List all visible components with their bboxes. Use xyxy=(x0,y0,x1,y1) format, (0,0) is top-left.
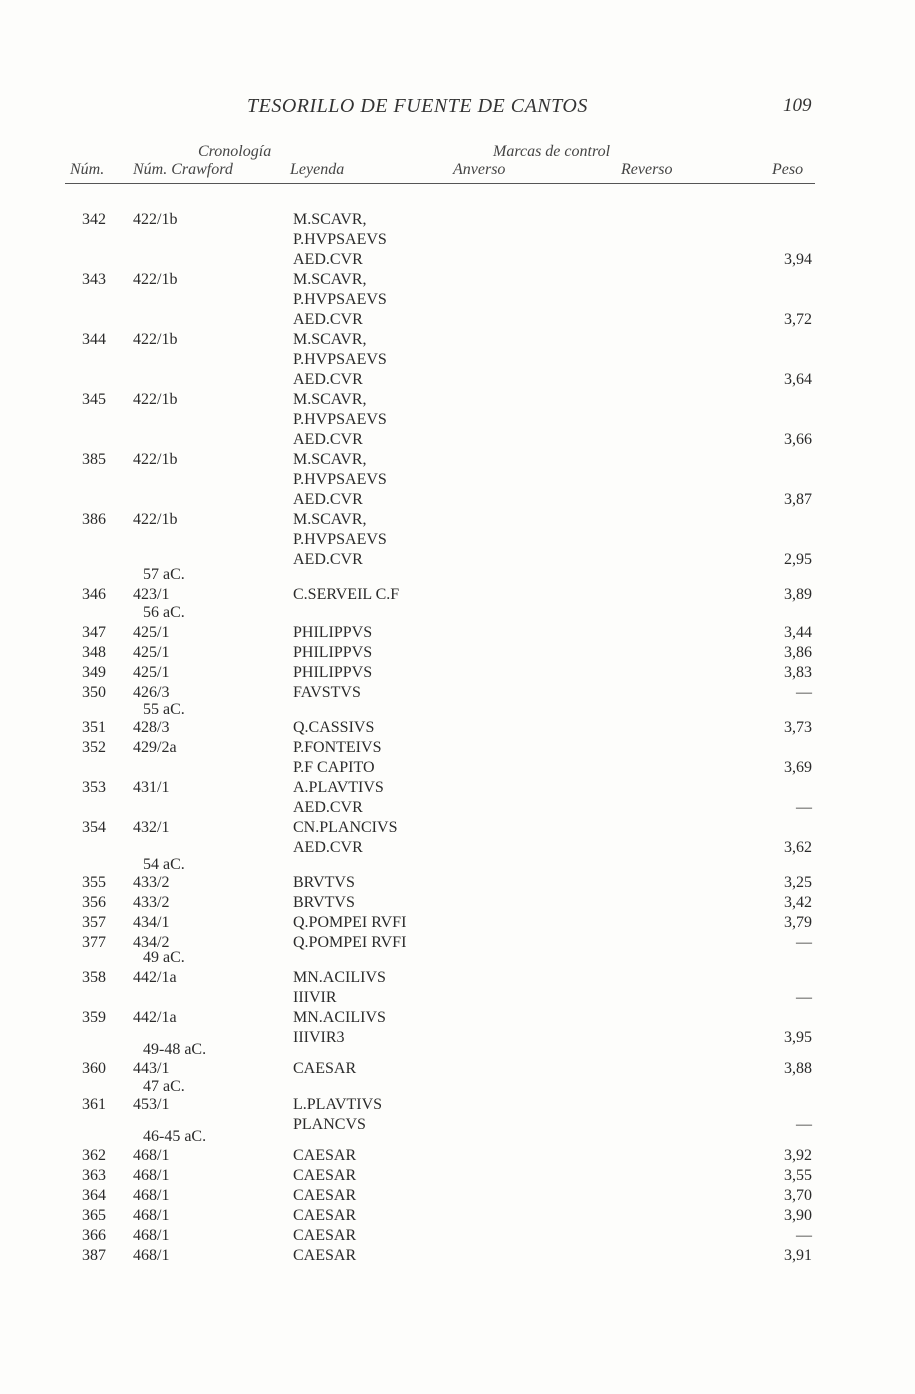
coin-number: 351 xyxy=(82,719,106,736)
header-marcas-de-control: Marcas de control xyxy=(493,143,611,160)
table-row xyxy=(0,838,915,858)
weight-value: 3,64 xyxy=(784,371,812,388)
legend-text: Q.CASSIVS xyxy=(293,719,375,736)
coin-number: 362 xyxy=(82,1147,106,1164)
weight-value: 3,92 xyxy=(784,1147,812,1164)
crawford-number: 425/1 xyxy=(133,644,170,661)
legend-text: AED.CVR xyxy=(293,431,363,448)
table-row xyxy=(0,758,915,778)
table-row xyxy=(0,470,915,490)
legend-text: C.SERVEIL C.F xyxy=(293,586,400,603)
table-row xyxy=(0,643,915,663)
coin-number: 366 xyxy=(82,1227,106,1244)
table-row xyxy=(0,683,915,703)
coin-number: 359 xyxy=(82,1009,106,1026)
crawford-number: 453/1 xyxy=(133,1096,170,1113)
chronology-label: 47 aC. xyxy=(143,1078,185,1095)
legend-text: CAESAR xyxy=(293,1207,357,1224)
table-row xyxy=(0,270,915,290)
coin-number: 348 xyxy=(82,644,106,661)
table-row xyxy=(0,1146,915,1166)
legend-text: AED.CVR xyxy=(293,491,363,508)
crawford-number: 422/1b xyxy=(133,211,178,228)
table-row xyxy=(0,663,915,683)
legend-text: PLANCVS xyxy=(293,1116,366,1133)
legend-text: IIIVIR3 xyxy=(293,1029,345,1046)
crawford-number: 432/1 xyxy=(133,819,170,836)
legend-text: M.SCAVR, xyxy=(293,211,367,228)
table-row xyxy=(0,370,915,390)
chronology-label: 57 aC. xyxy=(143,566,185,583)
table-row xyxy=(0,1226,915,1246)
weight-value: — xyxy=(796,1116,812,1133)
coin-number: 343 xyxy=(82,271,106,288)
table-row xyxy=(0,933,915,953)
legend-text: AED.CVR xyxy=(293,551,363,568)
chronology-label: 46-45 aC. xyxy=(143,1128,207,1145)
table-row xyxy=(0,390,915,410)
coin-number: 358 xyxy=(82,969,106,986)
header-reverso: Reverso xyxy=(621,161,673,178)
legend-text: Q.POMPEI RVFI xyxy=(293,934,407,951)
chronology-label: 56 aC. xyxy=(143,604,185,621)
legend-text: BRVTVS xyxy=(293,874,355,891)
legend-text: L.PLAVTIVS xyxy=(293,1096,383,1113)
weight-value: 3,79 xyxy=(784,914,812,931)
legend-text: CN.PLANCIVS xyxy=(293,819,398,836)
table-row xyxy=(0,550,915,570)
table-row xyxy=(0,623,915,643)
table-row xyxy=(0,1028,915,1048)
table-row xyxy=(0,738,915,758)
table-row xyxy=(0,490,915,510)
table-row xyxy=(0,290,915,310)
crawford-number: 468/1 xyxy=(133,1167,170,1184)
crawford-number: 425/1 xyxy=(133,664,170,681)
crawford-number: 442/1a xyxy=(133,969,177,986)
legend-text: BRVTVS xyxy=(293,894,355,911)
weight-value: 3,95 xyxy=(784,1029,812,1046)
weight-value: 3,69 xyxy=(784,759,812,776)
legend-text: M.SCAVR, xyxy=(293,451,367,468)
table-row xyxy=(0,798,915,818)
table-row xyxy=(0,873,915,893)
legend-text: M.SCAVR, xyxy=(293,331,367,348)
table-row xyxy=(0,1166,915,1186)
legend-text: M.SCAVR, xyxy=(293,511,367,528)
table-row xyxy=(0,310,915,330)
legend-text: P.HVPSAEVS xyxy=(293,231,387,248)
legend-text: CAESAR xyxy=(293,1227,357,1244)
table-row xyxy=(0,968,915,988)
weight-value: 3,73 xyxy=(784,719,812,736)
weight-value: 2,95 xyxy=(784,551,812,568)
table-row xyxy=(0,250,915,270)
table-row xyxy=(0,1008,915,1028)
table-row xyxy=(0,1206,915,1226)
chronology-label: 54 aC. xyxy=(143,856,185,873)
coin-number: 360 xyxy=(82,1060,106,1077)
legend-text: IIIVIR xyxy=(293,989,337,1006)
weight-value: 3,90 xyxy=(784,1207,812,1224)
legend-text: CAESAR xyxy=(293,1147,357,1164)
weight-value: — xyxy=(796,934,812,951)
crawford-number: 468/1 xyxy=(133,1247,170,1264)
table-row xyxy=(0,1246,915,1266)
chronology-label: 55 aC. xyxy=(143,701,185,718)
legend-text: AED.CVR xyxy=(293,311,363,328)
header-cronologia: Cronología xyxy=(198,143,272,160)
weight-value: — xyxy=(796,684,812,701)
crawford-number: 422/1b xyxy=(133,271,178,288)
coin-number: 352 xyxy=(82,739,106,756)
table-row xyxy=(0,510,915,530)
weight-value: 3,89 xyxy=(784,586,812,603)
coin-number: 344 xyxy=(82,331,106,348)
legend-text: PHILIPPVS xyxy=(293,624,373,641)
table-row xyxy=(0,585,915,605)
coin-number: 357 xyxy=(82,914,106,931)
table-row xyxy=(0,893,915,913)
weight-value: 3,42 xyxy=(784,894,812,911)
coin-number: 361 xyxy=(82,1096,106,1113)
legend-text: PHILIPPVS xyxy=(293,644,373,661)
coin-number: 356 xyxy=(82,894,106,911)
table-row xyxy=(0,410,915,430)
coin-number: 342 xyxy=(82,211,106,228)
legend-text: MN.ACILIVS xyxy=(293,1009,386,1026)
coin-number: 345 xyxy=(82,391,106,408)
table-row xyxy=(0,718,915,738)
crawford-number: 429/2a xyxy=(133,739,177,756)
coin-number: 355 xyxy=(82,874,106,891)
table-row xyxy=(0,1059,915,1079)
legend-text: M.SCAVR, xyxy=(293,391,367,408)
table-row xyxy=(0,530,915,550)
legend-text: PHILIPPVS xyxy=(293,664,373,681)
coin-number: 346 xyxy=(82,586,106,603)
crawford-number: 468/1 xyxy=(133,1227,170,1244)
crawford-number: 468/1 xyxy=(133,1207,170,1224)
legend-text: CAESAR xyxy=(293,1167,357,1184)
table-row xyxy=(0,988,915,1008)
coin-number: 387 xyxy=(82,1247,106,1264)
table-row xyxy=(0,778,915,798)
crawford-number: 425/1 xyxy=(133,624,170,641)
legend-text: P.HVPSAEVS xyxy=(293,351,387,368)
table-row xyxy=(0,430,915,450)
table-row xyxy=(0,1115,915,1135)
crawford-number: 423/1 xyxy=(133,586,170,603)
weight-value: 3,87 xyxy=(784,491,812,508)
crawford-number: 426/3 xyxy=(133,684,170,701)
legend-text: AED.CVR xyxy=(293,799,363,816)
weight-value: 3,72 xyxy=(784,311,812,328)
legend-text: Q.POMPEI RVFI xyxy=(293,914,407,931)
coin-number: 386 xyxy=(82,511,106,528)
legend-text: M.SCAVR, xyxy=(293,271,367,288)
header-leyenda: Leyenda xyxy=(290,161,345,178)
chronology-label: 49 aC. xyxy=(143,949,185,966)
coin-number: 350 xyxy=(82,684,106,701)
table-row xyxy=(0,450,915,470)
legend-text: AED.CVR xyxy=(293,251,363,268)
legend-text: AED.CVR xyxy=(293,371,363,388)
legend-text: P.HVPSAEVS xyxy=(293,411,387,428)
crawford-number: 431/1 xyxy=(133,779,170,796)
crawford-number: 433/2 xyxy=(133,874,170,891)
weight-value: 3,83 xyxy=(784,664,812,681)
legend-text: CAESAR xyxy=(293,1247,357,1264)
legend-text: P.HVPSAEVS xyxy=(293,291,387,308)
weight-value: 3,44 xyxy=(784,624,812,641)
coin-number: 354 xyxy=(82,819,106,836)
weight-value: 3,55 xyxy=(784,1167,812,1184)
header-anverso: Anverso xyxy=(453,161,506,178)
crawford-number: 422/1b xyxy=(133,511,178,528)
legend-text: P.HVPSAEVS xyxy=(293,531,387,548)
crawford-number: 422/1b xyxy=(133,331,178,348)
crawford-number: 422/1b xyxy=(133,391,178,408)
table-row xyxy=(0,350,915,370)
weight-value: 3,86 xyxy=(784,644,812,661)
crawford-number: 468/1 xyxy=(133,1187,170,1204)
header-num-crawford: Núm. Crawford xyxy=(133,161,233,178)
weight-value: — xyxy=(796,799,812,816)
running-title: TESORILLO DE FUENTE DE CANTOS xyxy=(247,95,588,117)
coin-number: 347 xyxy=(82,624,106,641)
legend-text: P.F CAPITO xyxy=(293,759,375,776)
crawford-number: 434/2 xyxy=(133,934,170,951)
weight-value: 3,70 xyxy=(784,1187,812,1204)
crawford-number: 442/1a xyxy=(133,1009,177,1026)
header-peso: Peso xyxy=(772,161,804,178)
legend-text: AED.CVR xyxy=(293,839,363,856)
crawford-number: 434/1 xyxy=(133,914,170,931)
coin-number: 365 xyxy=(82,1207,106,1224)
crawford-number: 422/1b xyxy=(133,451,178,468)
crawford-number: 443/1 xyxy=(133,1060,170,1077)
table-row xyxy=(0,330,915,350)
table-row xyxy=(0,1186,915,1206)
table-row xyxy=(0,210,915,230)
coin-number: 349 xyxy=(82,664,106,681)
coin-number: 377 xyxy=(82,934,106,951)
legend-text: P.FONTEIVS xyxy=(293,739,382,756)
legend-text: P.HVPSAEVS xyxy=(293,471,387,488)
chronology-label: 49-48 aC. xyxy=(143,1041,207,1058)
legend-text: CAESAR xyxy=(293,1187,357,1204)
weight-value: 3,91 xyxy=(784,1247,812,1264)
table-row xyxy=(0,230,915,250)
coin-number: 363 xyxy=(82,1167,106,1184)
legend-text: FAVSTVS xyxy=(293,684,361,701)
legend-text: CAESAR xyxy=(293,1060,357,1077)
coin-number: 364 xyxy=(82,1187,106,1204)
crawford-number: 468/1 xyxy=(133,1147,170,1164)
weight-value: 3,25 xyxy=(784,874,812,891)
weight-value: — xyxy=(796,989,812,1006)
weight-value: — xyxy=(796,1227,812,1244)
coin-number: 353 xyxy=(82,779,106,796)
header-num: Núm. xyxy=(70,161,105,178)
legend-text: A.PLAVTIVS xyxy=(293,779,384,796)
crawford-number: 433/2 xyxy=(133,894,170,911)
weight-value: 3,62 xyxy=(784,839,812,856)
page-number: 109 xyxy=(783,95,812,116)
table-row xyxy=(0,913,915,933)
coin-number: 385 xyxy=(82,451,106,468)
weight-value: 3,88 xyxy=(784,1060,812,1077)
table-row xyxy=(0,1095,915,1115)
weight-value: 3,94 xyxy=(784,251,812,268)
crawford-number: 428/3 xyxy=(133,719,170,736)
legend-text: MN.ACILIVS xyxy=(293,969,386,986)
weight-value: 3,66 xyxy=(784,431,812,448)
header-rule xyxy=(65,183,815,184)
table-row xyxy=(0,818,915,838)
